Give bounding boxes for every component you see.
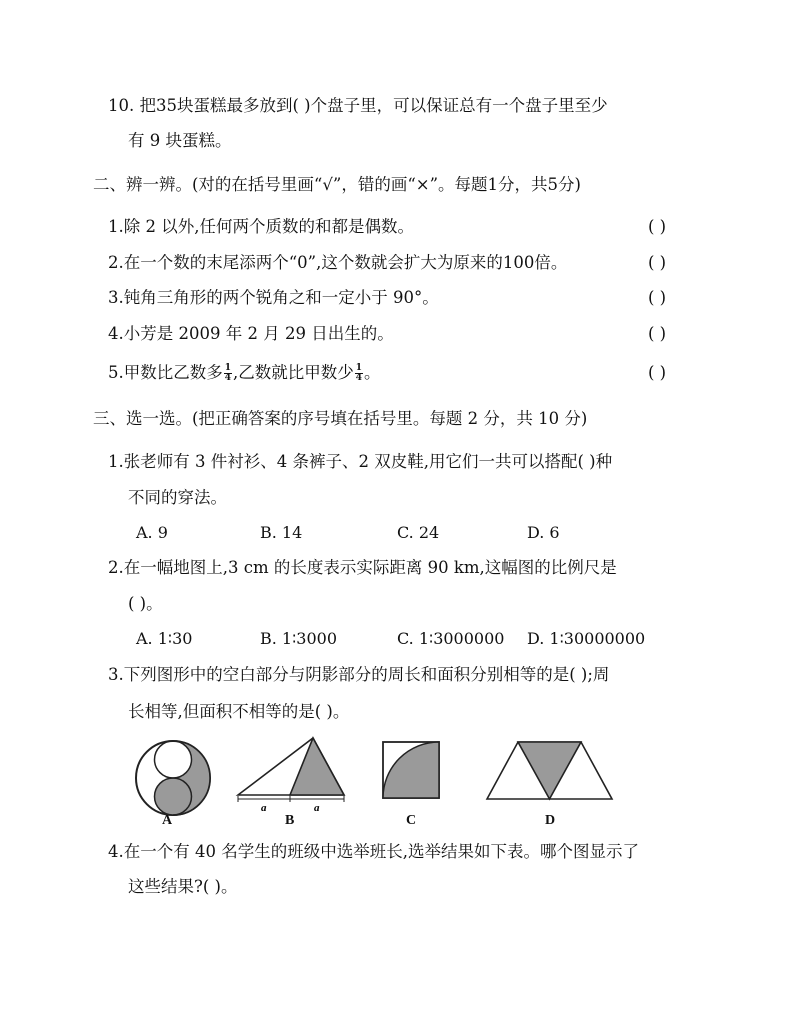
s3-q1-line1: 1.张老师有 3 件衬衫、4 条裤子、2 双皮鞋,用它们一共可以搭配( )种 xyxy=(108,452,613,471)
s3-q2-option-d[interactable]: D. 1∶30000000 xyxy=(527,629,646,648)
fraction-one-quarter xyxy=(224,364,232,383)
s3-q1-line2: 不同的穿法。 xyxy=(128,488,227,507)
figure-c-label: C xyxy=(406,813,417,828)
figure-a-label: A xyxy=(162,813,173,828)
figure-d-label: D xyxy=(545,813,556,828)
figure-d-trapezoid xyxy=(485,740,615,802)
segment-label-a-right: a xyxy=(314,802,320,813)
s3-q1-option-c[interactable]: C. 24 xyxy=(397,523,440,542)
s3-q1-option-d[interactable]: D. 6 xyxy=(527,523,560,542)
q10-line2: 有 9 块蛋糕。 xyxy=(128,131,232,150)
s2-item1-text: 1.除 2 以外,任何两个质数的和都是偶数。 xyxy=(108,217,414,236)
s2-item3-answer-paren[interactable]: ( ) xyxy=(648,288,667,307)
s2-item5-text-a: 5.甲数比乙数多 xyxy=(108,363,223,382)
figure-a-yin-yang-circle xyxy=(133,738,213,818)
s3-q3-line2: 长相等,但面积不相等的是( )。 xyxy=(128,702,350,721)
s2-item5-text-b: ,乙数就比甲数少 xyxy=(233,363,354,382)
s3-q2-option-c[interactable]: C. 1∶3000000 xyxy=(397,629,505,648)
s3-q1-option-a[interactable]: A. 9 xyxy=(136,523,168,542)
fraction-one-quarter xyxy=(355,364,363,383)
s3-q1-option-b[interactable]: B. 14 xyxy=(260,523,303,542)
fraction-denominator: 4 xyxy=(355,373,363,383)
s2-item5-answer-paren[interactable]: ( ) xyxy=(648,363,667,382)
s2-item5-text xyxy=(108,362,381,384)
section2-heading: 二、辨一辨。(对的在括号里画“√”，错的画“×”。每题1分，共5分) xyxy=(93,175,581,194)
segment-label-a-left: a xyxy=(261,802,267,813)
fraction-numerator: 1 xyxy=(355,363,363,373)
s2-item1-answer-paren[interactable]: ( ) xyxy=(648,217,667,236)
q10-line1: 10. 把35块蛋糕最多放到( )个盘子里，可以保证总有一个盘子里至少 xyxy=(108,96,608,115)
s3-q2-option-b[interactable]: B. 1∶3000 xyxy=(260,629,337,648)
s2-item2-answer-paren[interactable]: ( ) xyxy=(648,253,667,272)
s2-item4-answer-paren[interactable]: ( ) xyxy=(648,324,667,343)
fraction-denominator: 4 xyxy=(224,373,232,383)
s3-q2-line2: ( )。 xyxy=(128,594,163,613)
figure-b-label: B xyxy=(285,813,295,828)
figure-b-triangles xyxy=(234,735,349,813)
s3-q4-line1: 4.在一个有 40 名学生的班级中选举班长,选举结果如下表。哪个图显示了 xyxy=(108,842,639,861)
s2-item4-text: 4.小芳是 2009 年 2 月 29 日出生的。 xyxy=(108,324,394,343)
s2-item5-text-c: 。 xyxy=(364,363,381,382)
section3-heading: 三、选一选。(把正确答案的序号填在括号里。每题 2 分，共 10 分) xyxy=(93,409,588,428)
s3-q2-option-a[interactable]: A. 1∶30 xyxy=(136,629,193,648)
figure-c-square-quarter-circle xyxy=(381,740,441,800)
s3-q2-line1: 2.在一幅地图上,3 cm 的长度表示实际距离 90 km,这幅图的比例尺是 xyxy=(108,558,617,577)
fraction-numerator: 1 xyxy=(224,363,232,373)
s3-q3-line1: 3.下列图形中的空白部分与阴影部分的周长和面积分别相等的是( );周 xyxy=(108,665,610,684)
s2-item2-text: 2.在一个数的末尾添两个“0”,这个数就会扩大为原来的100倍。 xyxy=(108,253,568,272)
s2-item3-text: 3.钝角三角形的两个锐角之和一定小于 90°。 xyxy=(108,288,439,307)
s3-q4-line2: 这些结果?( )。 xyxy=(128,877,238,896)
